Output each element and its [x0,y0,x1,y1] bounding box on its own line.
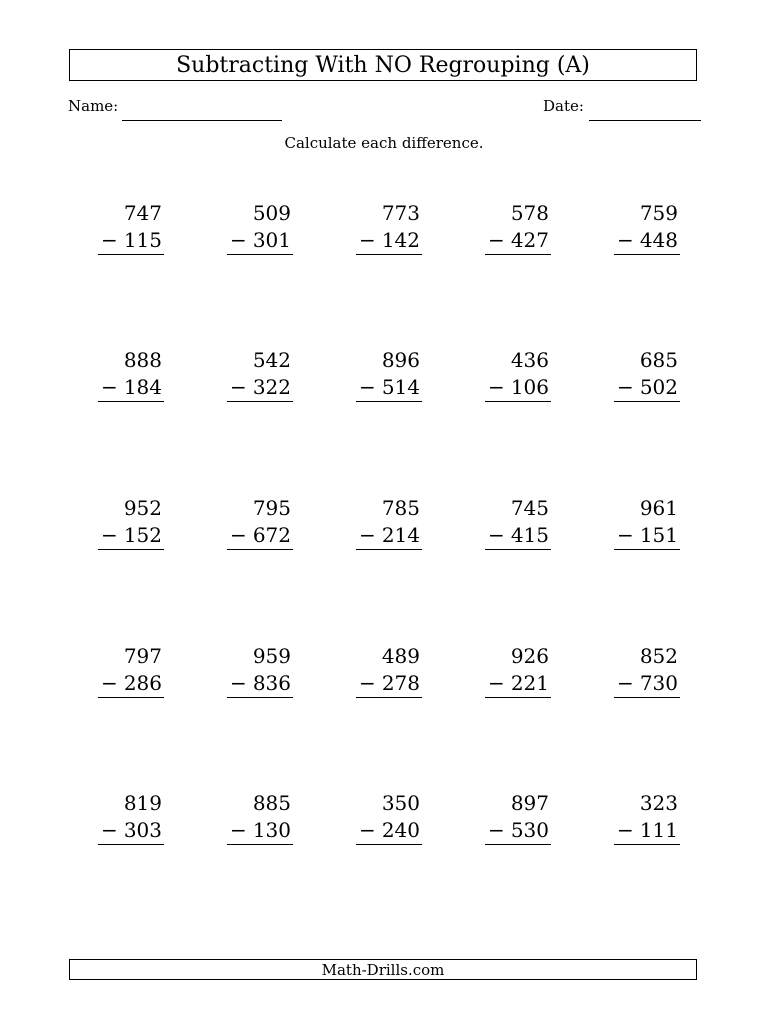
minuend: 745 [510,496,549,520]
minus-sign: − [488,671,505,695]
minuend: 773 [381,201,420,225]
subtrahend-row [227,817,293,845]
minus-sign: − [617,671,634,695]
minuend: 685 [639,348,678,372]
minus-sign: − [230,523,247,547]
subtrahend-row [356,817,422,845]
subtrahend: 106 [510,375,549,399]
minus-sign: − [101,523,118,547]
minus-sign: − [359,228,376,252]
problem-3-5 [614,495,680,550]
minus-sign: − [230,228,247,252]
minuend: 819 [123,791,162,815]
problem-3-4 [485,495,551,550]
worksheet-title: Subtracting With NO Regrouping (A) [69,49,697,81]
subtrahend-row [485,817,551,845]
problem-2-4 [485,347,551,402]
minus-sign: − [488,375,505,399]
problem-1-3 [356,200,422,255]
subtrahend: 142 [381,228,420,252]
minuend: 542 [252,348,291,372]
subtrahend-row [485,670,551,698]
minus-sign: − [617,375,634,399]
minuend: 323 [639,791,678,815]
subtrahend: 303 [123,818,162,842]
problem-2-3 [356,347,422,402]
minuend: 896 [381,348,420,372]
problem-4-4 [485,643,551,698]
problem-2-1 [98,347,164,402]
problem-3-2 [227,495,293,550]
problem-1-4 [485,200,551,255]
minuend: 759 [639,201,678,225]
subtrahend-row [227,227,293,255]
subtrahend-row [227,670,293,698]
instructions: Calculate each difference. [284,134,484,152]
minus-sign: − [359,523,376,547]
subtrahend: 152 [123,523,162,547]
minuend: 888 [123,348,162,372]
subtrahend: 530 [510,818,549,842]
minuend: 959 [252,644,291,668]
minuend: 926 [510,644,549,668]
subtrahend: 448 [639,228,678,252]
subtrahend: 672 [252,523,291,547]
date-label: Date: [543,97,584,115]
minus-sign: − [101,671,118,695]
minus-sign: − [617,818,634,842]
minuend: 350 [381,791,420,815]
minuend: 885 [252,791,291,815]
minus-sign: − [617,228,634,252]
minus-sign: − [359,818,376,842]
subtrahend: 240 [381,818,420,842]
problem-5-2 [227,790,293,845]
problem-2-2 [227,347,293,402]
subtrahend: 115 [123,228,162,252]
minuend: 785 [381,496,420,520]
minus-sign: − [488,818,505,842]
minus-sign: − [488,523,505,547]
minus-sign: − [230,375,247,399]
subtrahend-row [356,670,422,698]
minuend: 961 [639,496,678,520]
subtrahend-row [485,522,551,550]
subtrahend-row [356,522,422,550]
minuend: 489 [381,644,420,668]
subtrahend-row [356,227,422,255]
problem-1-5 [614,200,680,255]
minuend: 795 [252,496,291,520]
problem-5-3 [356,790,422,845]
subtrahend: 130 [252,818,291,842]
subtrahend-row [98,227,164,255]
subtrahend: 221 [510,671,549,695]
subtrahend-row [614,374,680,402]
minus-sign: − [359,375,376,399]
subtrahend: 184 [123,375,162,399]
problem-3-1 [98,495,164,550]
subtrahend: 286 [123,671,162,695]
subtrahend: 415 [510,523,549,547]
minuend: 436 [510,348,549,372]
subtrahend: 322 [252,375,291,399]
subtrahend: 301 [252,228,291,252]
minus-sign: − [230,671,247,695]
subtrahend: 502 [639,375,678,399]
problem-1-2 [227,200,293,255]
name-label: Name: [68,97,119,115]
subtrahend: 151 [639,523,678,547]
subtrahend: 214 [381,523,420,547]
problem-5-4 [485,790,551,845]
subtrahend: 427 [510,228,549,252]
subtrahend-row [227,522,293,550]
subtrahend: 514 [381,375,420,399]
subtrahend: 836 [252,671,291,695]
problem-4-2 [227,643,293,698]
problem-4-3 [356,643,422,698]
subtrahend: 730 [639,671,678,695]
minus-sign: − [101,818,118,842]
subtrahend-row [98,522,164,550]
minuend: 509 [252,201,291,225]
minus-sign: − [101,228,118,252]
minus-sign: − [101,375,118,399]
subtrahend-row [356,374,422,402]
minuend: 578 [510,201,549,225]
problem-4-1 [98,643,164,698]
problem-4-5 [614,643,680,698]
subtrahend-row [485,374,551,402]
subtrahend: 111 [639,818,678,842]
subtrahend: 278 [381,671,420,695]
subtrahend-row [227,374,293,402]
subtrahend-row [614,670,680,698]
minuend: 952 [123,496,162,520]
problem-5-5 [614,790,680,845]
minus-sign: − [617,523,634,547]
problem-1-1 [98,200,164,255]
problem-5-1 [98,790,164,845]
minuend: 852 [639,644,678,668]
subtrahend-row [614,227,680,255]
minus-sign: − [488,228,505,252]
minuend: 797 [123,644,162,668]
minus-sign: − [230,818,247,842]
minuend: 897 [510,791,549,815]
subtrahend-row [98,670,164,698]
subtrahend-row [98,817,164,845]
subtrahend-row [485,227,551,255]
subtrahend-row [614,522,680,550]
problem-2-5 [614,347,680,402]
minuend: 747 [123,201,162,225]
problem-3-3 [356,495,422,550]
subtrahend-row [614,817,680,845]
subtrahend-row [98,374,164,402]
minus-sign: − [359,671,376,695]
footer: Math-Drills.com [69,959,697,980]
